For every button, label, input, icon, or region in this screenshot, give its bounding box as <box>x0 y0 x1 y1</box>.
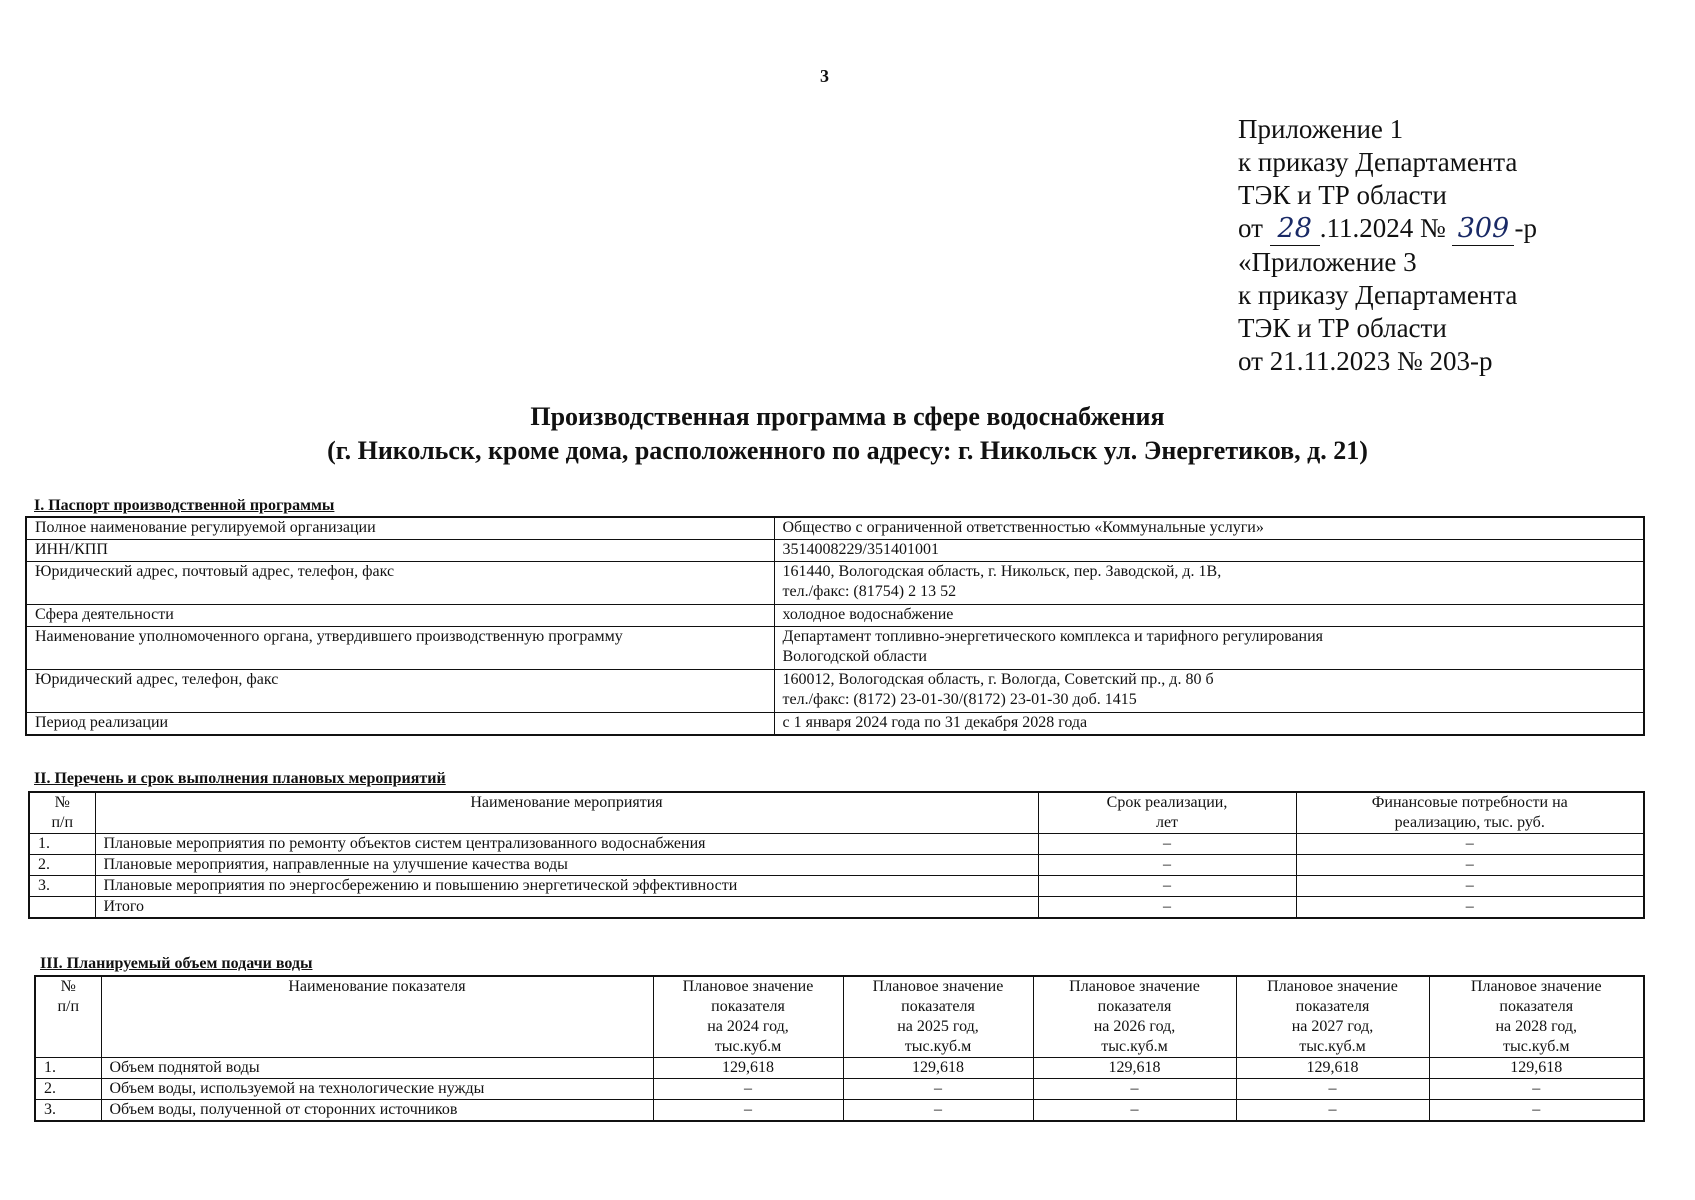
header-year-line: на 2026 год, <box>1093 1018 1176 1035</box>
passport-label: Сфера деятельности <box>26 605 774 627</box>
header-year-line: показателя <box>1097 998 1172 1015</box>
indicator-value: – <box>653 1079 843 1100</box>
date-rest: .11.2024 № <box>1319 213 1446 243</box>
indicator-name: Объем поднятой воды <box>101 1058 653 1079</box>
passport-table <box>25 516 1645 736</box>
header-num-l2: п/п <box>51 814 74 831</box>
activities-table <box>28 791 1645 919</box>
activity-term: – <box>1038 834 1296 855</box>
appendix-line: Приложение 1 <box>1238 114 1404 144</box>
indicator-value: 129,618 <box>653 1058 843 1079</box>
row-number <box>29 897 95 919</box>
section1-title: I. Паспорт производственной программы <box>34 497 335 514</box>
table-row <box>35 1100 1644 1122</box>
header-year-line: тыс.куб.м <box>1101 1038 1168 1055</box>
handwritten-day: 28 <box>1270 212 1320 246</box>
title-line: Производственная программа в сфере водоснабжения <box>530 402 1165 431</box>
passport-value <box>774 517 1644 540</box>
passport-value <box>774 713 1644 736</box>
header-year-line: Плановое значение <box>682 978 814 995</box>
indicator-value: – <box>843 1100 1033 1122</box>
header-term <box>1038 792 1296 834</box>
row-number: 2. <box>29 855 95 876</box>
header-num-l1: № <box>54 794 70 811</box>
passport-value <box>774 605 1644 627</box>
indicator-value: – <box>1236 1100 1429 1122</box>
passport-label: Полное наименование регулируемой организации <box>26 517 774 540</box>
header-term-l1: Срок реализации, <box>1106 794 1228 811</box>
passport-value-line: 3514008229/351401001 <box>782 541 939 558</box>
row-number: 1. <box>29 834 95 855</box>
row-number: 2. <box>35 1079 101 1100</box>
indicator-value: – <box>653 1100 843 1122</box>
header-num <box>29 792 95 834</box>
row-number: 3. <box>29 876 95 897</box>
header-year-line: тыс.куб.м <box>1503 1038 1570 1055</box>
table-row <box>26 562 1644 605</box>
header-year-line: тыс.куб.м <box>714 1038 782 1055</box>
appendix-line: к приказу Департамента <box>1238 280 1518 310</box>
appendix-line: ТЭК и ТР области <box>1238 313 1447 343</box>
header-term-l2: лет <box>1155 814 1179 831</box>
passport-value <box>774 540 1644 562</box>
indicator-value: – <box>1429 1100 1644 1122</box>
header-year-line: Плановое значение <box>1267 978 1398 995</box>
header-indicator: Наименование показателя <box>101 976 653 1058</box>
indicator-name: Объем воды, полученной от сторонних источников <box>101 1100 653 1122</box>
appendix-line: ТЭК и ТР области <box>1238 180 1447 210</box>
activity-name: Плановые мероприятия по энергосбережению и повышению энергетической эффективности <box>95 876 1038 897</box>
table-row <box>35 1058 1644 1079</box>
appendix-line: «Приложение 3 <box>1238 247 1417 277</box>
header-year-line: показателя <box>901 998 975 1015</box>
passport-value-line: тел./факс: (81754) 2 13 52 <box>782 583 957 600</box>
header-year-line: показателя <box>1295 998 1370 1015</box>
activity-finance: – <box>1296 897 1644 919</box>
passport-value <box>774 670 1644 713</box>
table-row <box>26 713 1644 736</box>
indicator-value: – <box>1429 1079 1644 1100</box>
header-finance <box>1296 792 1644 834</box>
header-year-line: тыс.куб.м <box>1299 1038 1366 1055</box>
table-row <box>26 605 1644 627</box>
indicator-name: Объем воды, используемой на технологические нужды <box>101 1079 653 1100</box>
date-prefix: от <box>1238 213 1263 243</box>
indicator-value: 129,618 <box>843 1058 1033 1079</box>
passport-label: ИНН/КПП <box>26 540 774 562</box>
header-year-line: на 2027 год, <box>1291 1018 1374 1035</box>
table-row <box>29 855 1644 876</box>
header-finance-l2: реализацию, тыс. руб. <box>1394 814 1545 831</box>
passport-value <box>774 562 1644 605</box>
activity-term: – <box>1038 876 1296 897</box>
passport-value-line: холодное водоснабжение <box>782 606 954 623</box>
passport-value-line: Общество с ограниченной ответственностью «Коммунальные услуги» <box>782 519 1264 536</box>
header-year-line: Плановое значение <box>872 978 1004 995</box>
indicator-value: 129,618 <box>1429 1058 1644 1079</box>
appendix-line: к приказу Департамента <box>1238 147 1518 177</box>
row-number: 3. <box>35 1100 101 1122</box>
header-num-l2: п/п <box>57 998 80 1015</box>
passport-value-line: 161440, Вологодская область, г. Никольск, пер. Заводской, д. 1В, <box>782 563 1222 580</box>
document-title <box>0 400 1695 468</box>
table-row <box>26 670 1644 713</box>
header-year-line: показателя <box>1499 998 1574 1015</box>
header-year-plan <box>1236 976 1429 1058</box>
header-num <box>35 976 101 1058</box>
activity-term: – <box>1038 897 1296 919</box>
header-year-line: на 2025 год, <box>897 1018 979 1035</box>
page-number: 3 <box>820 66 829 86</box>
indicator-value: 129,618 <box>1033 1058 1236 1079</box>
row-number: 1. <box>35 1058 101 1079</box>
appendix-date-line <box>1238 212 1537 246</box>
activity-name: Итого <box>95 897 1038 919</box>
handwritten-order-number: 309 <box>1452 212 1514 246</box>
table-row <box>29 876 1644 897</box>
activity-name: Плановые мероприятия, направленные на улучшение качества воды <box>95 855 1038 876</box>
activity-name: Плановые мероприятия по ремонту объектов систем централизованного водоснабжения <box>95 834 1038 855</box>
passport-value-line: Департамент топливно-энергетического комплекса и тарифного регулирования <box>782 628 1324 645</box>
header-year-plan <box>653 976 843 1058</box>
activity-finance: – <box>1296 834 1644 855</box>
indicator-value: – <box>1033 1100 1236 1122</box>
header-num-l1: № <box>60 978 76 995</box>
passport-label: Наименование уполномоченного органа, утвердившего производственную программу <box>26 627 774 670</box>
header-year-line: на 2028 год, <box>1495 1018 1577 1035</box>
order-suffix: -р <box>1514 213 1537 243</box>
table-row <box>29 834 1644 855</box>
passport-value-line: 160012, Вологодская область, г. Вологда, Советский пр., д. 80 б <box>782 671 1214 688</box>
passport-value-line: с 1 января 2024 года по 31 декабря 2028 года <box>782 714 1088 731</box>
indicator-value: 129,618 <box>1236 1058 1429 1079</box>
appendix-header <box>1238 113 1537 378</box>
passport-value-line: Вологодской области <box>782 648 927 665</box>
header-year-line: на 2024 год, <box>707 1018 789 1035</box>
passport-label: Юридический адрес, телефон, факс <box>26 670 774 713</box>
activity-term: – <box>1038 855 1296 876</box>
table-row <box>26 627 1644 670</box>
header-name: Наименование мероприятия <box>95 792 1038 834</box>
indicator-value: – <box>1033 1079 1236 1100</box>
header-year-plan <box>843 976 1033 1058</box>
header-finance-l1: Финансовые потребности на <box>1371 794 1568 811</box>
indicator-value: – <box>1236 1079 1429 1100</box>
appendix-line: от 21.11.2023 № 203-р <box>1238 346 1493 376</box>
title-subtitle: (г. Никольск, кроме дома, расположенного по адресу: г. Никольск ул. Энергетиков, д. 21) <box>327 436 1368 465</box>
indicator-value: – <box>843 1079 1033 1100</box>
water-volume-table <box>34 975 1645 1122</box>
table-row <box>29 897 1644 919</box>
header-year-line: тыс.куб.м <box>904 1038 972 1055</box>
header-year-line: Плановое значение <box>1470 978 1602 995</box>
table-row <box>35 1079 1644 1100</box>
header-year-line: показателя <box>711 998 785 1015</box>
section3-title: III. Планируемый объем подачи воды <box>40 955 313 972</box>
header-year-plan <box>1429 976 1644 1058</box>
activity-finance: – <box>1296 855 1644 876</box>
header-year-plan <box>1033 976 1236 1058</box>
activity-finance: – <box>1296 876 1644 897</box>
section2-title: II. Перечень и срок выполнения плановых мероприятий <box>34 770 446 787</box>
header-year-line: Плановое значение <box>1069 978 1200 995</box>
table-row <box>26 540 1644 562</box>
passport-value-line: тел./факс: (8172) 23-01-30/(8172) 23-01-30 доб. 1415 <box>782 691 1137 708</box>
table-row <box>26 517 1644 540</box>
passport-label: Период реализации <box>26 713 774 736</box>
passport-value <box>774 627 1644 670</box>
passport-label: Юридический адрес, почтовый адрес, телефон, факс <box>26 562 774 605</box>
